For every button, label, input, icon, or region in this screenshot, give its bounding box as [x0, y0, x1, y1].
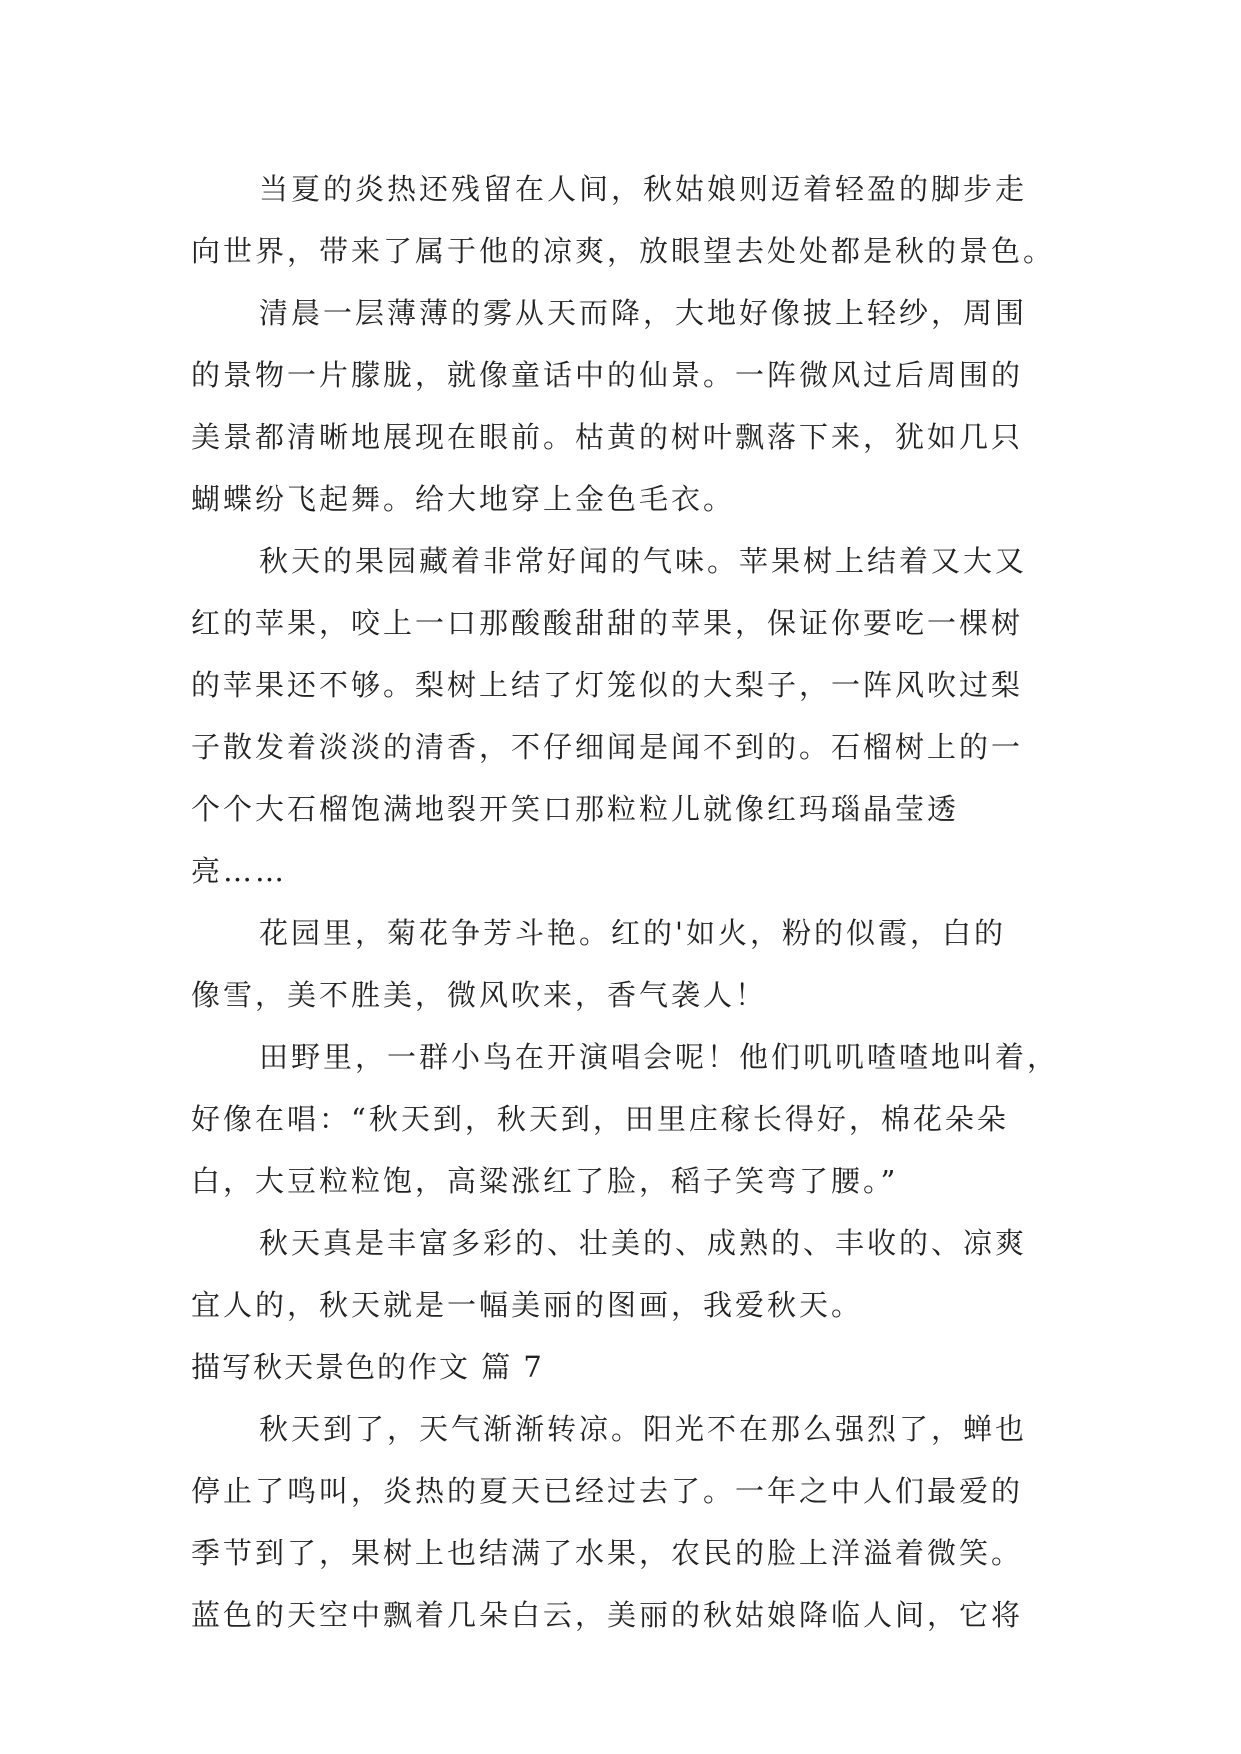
paragraph-5-line-2: 好像在唱：“秋天到，秋天到，田里庄稼长得好，棉花朵朵: [191, 1102, 1009, 1136]
paragraph-2-line-3: 美景都清晰地展现在眼前。枯黄的树叶飘落下来，犹如几只: [191, 420, 1024, 454]
paragraph-6-line-2: 宜人的，秋天就是一幅美丽的图画，我爱秋天。: [191, 1288, 864, 1322]
paragraph-7-line-4: 蓝色的天空中飘着几朵白云，美丽的秋姑娘降临人间，它将: [191, 1598, 1024, 1632]
section-heading: 描写秋天景色的作文 篇 7: [191, 1350, 544, 1384]
paragraph-7-line-3: 季节到了，果树上也结满了水果，农民的脸上洋溢着微笑。: [191, 1536, 1024, 1570]
paragraph-4-line-2: 像雪，美不胜美，微风吹来，香气袭人！: [191, 978, 768, 1012]
paragraph-5-line-1: 田野里，一群小鸟在开演唱会呢！他们叽叽喳喳地叫着，: [259, 1040, 1060, 1074]
paragraph-7-line-2: 停止了鸣叫，炎热的夏天已经过去了。一年之中人们最爱的: [191, 1474, 1024, 1508]
document-body: [191, 158, 1091, 1646]
paragraph-5-line-3: 白，大豆粒粒饱，高粱涨红了脸，稻子笑弯了腰。”: [191, 1164, 899, 1198]
paragraph-3-line-5: 个个大石榴饱满地裂开笑口那粒粒儿就像红玛瑙晶莹透: [191, 792, 960, 826]
paragraph-3-line-6: 亮……: [191, 854, 288, 888]
paragraph-4-line-1: 花园里，菊花争芳斗艳。红的'如火，粉的似霞，白的: [259, 916, 1006, 950]
paragraph-2-line-2: 的景物一片朦胧，就像童话中的仙景。一阵微风过后周围的: [191, 358, 1024, 392]
paragraph-3-line-1: 秋天的果园藏着非常好闻的气味。苹果树上结着又大又: [259, 544, 1028, 578]
paragraph-3-line-2: 红的苹果，咬上一口那酸酸甜甜的苹果，保证你要吃一棵树: [191, 606, 1024, 640]
paragraph-2-line-4: 蝴蝶纷飞起舞。给大地穿上金色毛衣。: [191, 482, 736, 516]
paragraph-1-line-1: 当夏的炎热还残留在人间，秋姑娘则迈着轻盈的脚步走: [259, 172, 1028, 206]
paragraph-2-line-1: 清晨一层薄薄的雾从天而降，大地好像披上轻纱，周围: [259, 296, 1028, 330]
paragraph-3-line-4: 子散发着淡淡的清香，不仔细闻是闻不到的。石榴树上的一: [191, 730, 1024, 764]
paragraph-7-line-1: 秋天到了，天气渐渐转凉。阳光不在那么强烈了，蝉也: [259, 1412, 1028, 1446]
paragraph-6-line-1: 秋天真是丰富多彩的、壮美的、成熟的、丰收的、凉爽: [259, 1226, 1028, 1260]
paragraph-3-line-3: 的苹果还不够。梨树上结了灯笼似的大梨子，一阵风吹过梨: [191, 668, 1024, 702]
paragraph-1-line-2: 向世界，带来了属于他的凉爽，放眼望去处处都是秋的景色。: [191, 234, 1056, 268]
